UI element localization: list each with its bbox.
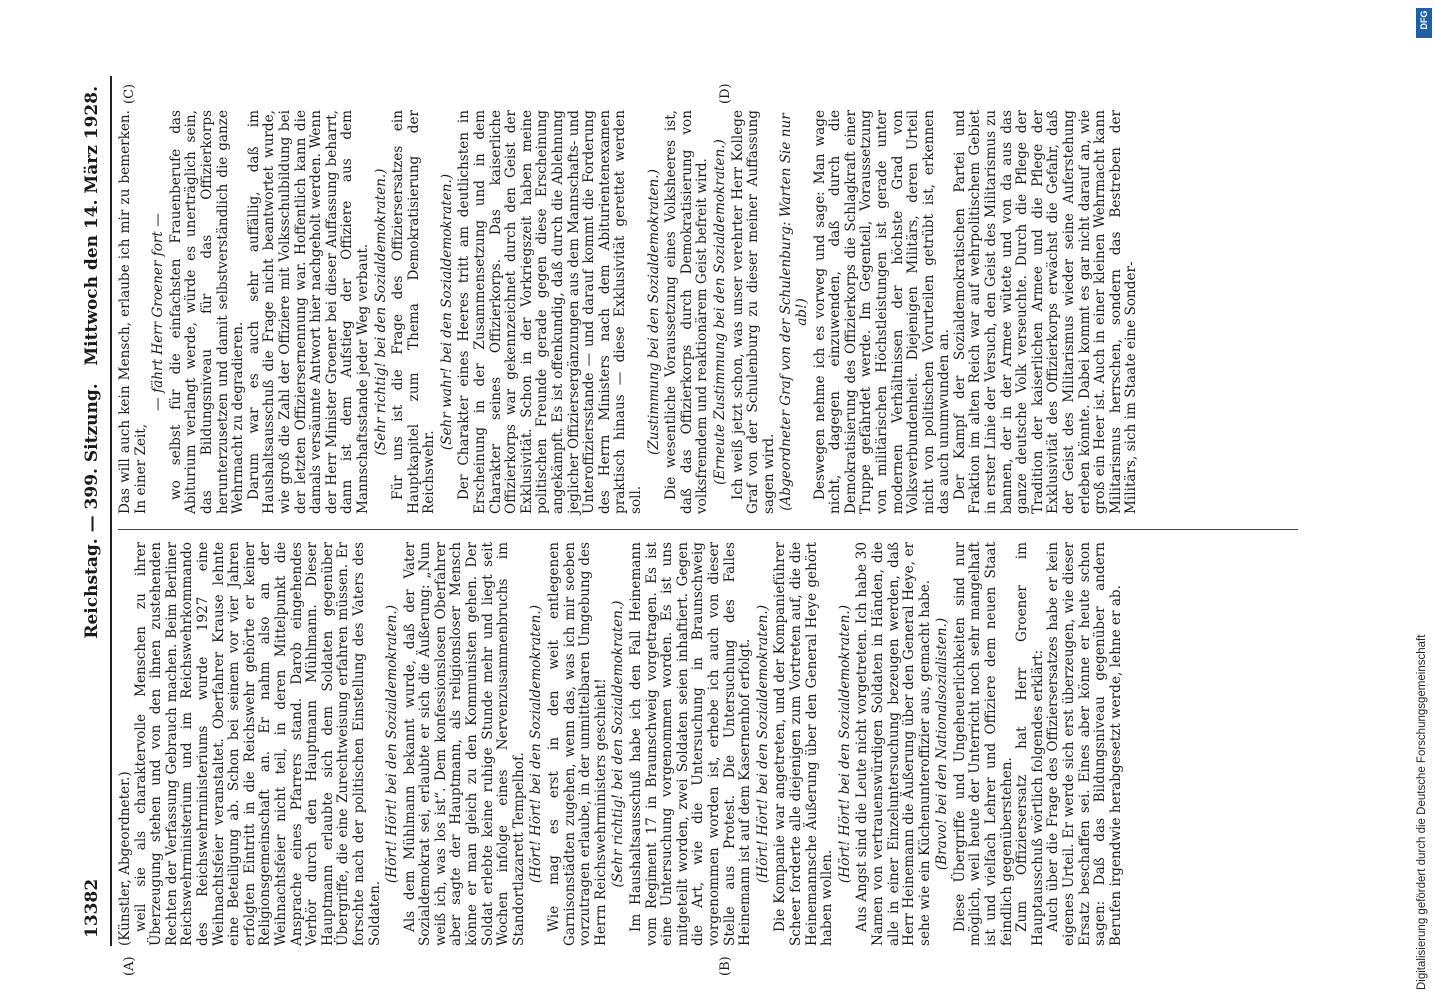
paragraph: Als dem Mühlmann bekannt wurde, daß der Vater Sozialdemokrat sei, erlaubte er sich die Äußerung: „Nun weiß ich, was los ist“. Dem konfessionslosen Oberfahrer aber sagte der Hauptmann, als religionsloser Mensch könne er man gleich zu den Kommunisten gehen. Der Soldat erlebte keine ruhige Stunde mehr und liegt seit Wochen infolge eines Nervenzusammenbruchs im Standortlazarett Tempelhof.: [401, 542, 527, 946]
paragraph: (Künstler, Abgeordneter.): [117, 771, 133, 946]
margin-mark-b: (B): [718, 956, 733, 976]
margin-mark-a: (A): [122, 956, 137, 976]
paragraph: weil sie als charaktervolle Menschen zu ihrer Überzeugung stehen und von den ihnen zustehenden Rechten der Verfassung Gebrauch machen. Beim Berliner Reichswehrministerium und im Reichswehrkommando des Reichswehrministeriums wurde 1927 eine Weihnachtsfeier veranstaltet. Oberfahrer Krause lehnte eine Beteiligung ab. Schon bei seinem vor vier Jahren erfolgten Eintritt in die Reichswehr gehörte er keiner Religionsgemeinschaft an. Er nahm also an der Weihnachtsfeier nicht teil, in deren Mittelpunkt die Ansprache eines Pfarrers stand. Darob eingehendes Verhör durch den Hauptmann Mühlmann. Dieser Hauptmann erlaubte sich dem Soldaten gegenüber Übergriffe, die eine Zurechtweisung erfahren müssen. Er forschte nach der politischen Einstellung des Vaters des Soldaten.: [132, 542, 383, 946]
paragraph: Der Kampf der Sozialdemokratischen Partei und Fraktion im alten Reich war auf wehrpolitischem Gebiet in erster Linie der Versuch, den Geist des Militarismus zu bannen, der in der Armee wütete und von da aus das ganze deutsche Volk verseuchte. Durch die Pflege der Tradition der kaiserlichen Armee und die Pflege der Exklusivität des Offizierkorps erwächst die Gefahr, daß der Geist des Militarismus wieder seine Auferstehung erleben könnte. Dabei kommt es gar nicht darauf an, wie groß ein Heer ist. Auch in einer kleinen Wehrmacht kann Militarismus herrschen, sondern das Bestreben der Militärs, sich im Staate eine Sonder-: [951, 110, 1140, 514]
paragraph: Der Charakter eines Heeres tritt am deutlichsten in Erscheinung in der Zusammensetzung und in dem Charakter seines Offizierkorps. Das kaiserliche Offizierkorps war gekennzeichnet durch den Geist der Exklusivität. Schon in der Vorkriegszeit haben meine politischen Freunde gerade gegen diese Erscheinung angekämpft. Es ist offenkundig, daß durch die Ablehnung jeglicher Offiziersergänzungen aus dem Mannschafts- und Unteroffiziersstande — und darauf kommt die Forderung des Herrn Ministers nach dem Abiturientenexamen praktisch hinaus — diese Exklusivität gerettet werden soll.: [456, 110, 644, 514]
paragraph: Auch über die Frage des Offiziersersatzes habe er kein eigenes Urteil. Er werde sich erst überzeugen, wie dieser Ersatz beschaffen sei. Eines aber könne er heute schon sagen: Daß das Bildungsniveau gegenüber andern Berufen irgendwie herabgesetzt werde, lehne er ab.: [1045, 542, 1124, 946]
left-column: [118, 542, 1124, 946]
interjection: (Zustimmung bei den Sozialdemokraten.): [645, 169, 662, 455]
interjection: (Sehr wahr! bei den Sozialdemokraten.): [438, 173, 455, 451]
interjection: (Sehr richtig! bei den Sozialdemokraten.): [610, 600, 627, 888]
interjection: (Erneute Zustimmung bei den Sozialdemokraten.): [711, 139, 728, 485]
running-header: [78, 76, 106, 946]
right-column: [118, 110, 1140, 514]
interjection: (Hört! Hört! bei den Sozialdemokraten.): [384, 604, 401, 884]
paragraph: Zum Offiziersersatz hat Herr Groener im Hauptausschuß wörtlich folgendes erklärt:: [1014, 542, 1046, 946]
interjection: (Bravo! bei den Nationalsozialisten.): [934, 617, 951, 871]
session-date: Mittwoch den 14. März 1928.: [82, 86, 102, 366]
paragraph: Die wesentliche Voraussetzung eines Volksheeres ist, daß das Offizierkorps durch Demokratisierung von volksfremdem und reaktionärem Geist befreit wird.: [663, 110, 711, 514]
header-rule: [110, 76, 112, 946]
interjection: (Abgeordneter Graf von der Schulenburg: Warten Sie nur ab!): [778, 113, 810, 511]
margin-mark-c: (C): [122, 83, 137, 104]
interjection: (Hört! Hört! bei den Sozialdemokraten.): [528, 604, 545, 884]
paragraph: wo selbst für die einfachsten Frauenberufe das Abiturium verlangt werde, würde es unerträglich sein, das Bildungsniveau für das Offizierkorps herunterzusetzen und damit selbstverständlich die ganze Wehrmacht zu degradieren.: [167, 110, 247, 514]
interjection: (Sehr richtig! bei den Sozialdemokraten.): [372, 168, 389, 456]
page-number: 13382: [82, 878, 102, 938]
paragraph: Wie mag es erst in den weit entlegenen Garnisonstädten zugehen, wenn das, was ich mir soeben vorzutragen erlaube, in der unmittelbaren Umgebung des Herrn Reichswehrministers geschieht!: [546, 542, 609, 946]
paragraph: Deswegen nehme ich es vorweg und sage: Man wage nicht, dagegen einzuwenden, daß durch die Demokratisierung des Offizierkorps die Schlagkraft einer Truppe gefährdet werde. Im Gegenteil, Voraussetzung von militärischen Höchstleistungen ist gerade unter modernen Verhältnissen der höchste Grad von Volksverbundenheit. Diejenigen Militärs, deren Urteil nicht von politischen Vorurteilen getrübt ist, erkennen das auch unumwunden an.: [811, 110, 953, 514]
paragraph: Darum war es auch sehr auffällig, daß im Haushaltsausschuß die Frage nicht beantwortet wurde, wie groß die Zahl der Offiziere mit Volksschulbildung bei der letzten Offiziersernennung war. Hoffentlich kann die damals versäumte Antwort hier nachgeholt werden. Wenn der Herr Minister Groener bei dieser Auffassung beharrt, dann ist dem Aufstieg der Offiziere aus dem Mannschaftsstande jeder Weg verbaut.: [245, 110, 371, 514]
interjection: (Hört! Hört! bei den Sozialdemokraten.): [836, 604, 853, 884]
credit-text: Digitalisierung gefördert durch die Deutsche Forschungsgemeinschaft: [1416, 634, 1428, 990]
interjection: (Hört! Hört! bei den Sozialdemokraten.): [754, 604, 771, 884]
paragraph: Das will auch kein Mensch, erlaube ich mir zu bemerken. In einer Zeit,: [117, 110, 149, 514]
paragraph: Diese Übergriffe und Ungeheuerlichkeiten sind nur möglich, weil heute der Unterricht noch sehr mangelhaft ist und vielfach Lehrer und Offiziere dem neuen Staat feindlich gegenüberstehen.: [951, 542, 1015, 946]
interjection: — fährt Herr Groener fort —: [150, 213, 167, 411]
dfg-logo: [1416, 8, 1432, 38]
paragraph: Für uns ist die Frage des Offiziersersatzes ein Hauptkapitel zum Thema Demokratisierung der Reichswehr.: [390, 110, 438, 514]
margin-mark-d: (D): [718, 83, 733, 104]
paragraph: Aus Angst sind die Leute nicht vorgetreten. Ich habe 30 Namen von vertrauenswürdigen Soldaten in Händen, die alle in einer Einzeluntersuchung bezeugen werden, daß Herr Heinemann die Äußerung über den General Heye, er sehe wie ein Küchenunteroffizier aus, gemacht habe.: [854, 542, 933, 946]
document-page: [78, 76, 1308, 976]
paragraph: Im Haushaltsausschuß habe ich den Fall Heinemann vom Regiment 17 in Braunschweig vorgetragen. Es ist eine Untersuchung vorgenommen worden. Es ist uns mitgeteilt worden, zwei Soldaten seien inhaftiert. Gegen die Art, wie die Untersuchung in Braunschweig vorgenommen worden ist, erhebe ich auch von dieser Stelle aus Protest. Die Untersuchung des Falles Heinemann ist auf dem Kasernenhof erfolgt.: [628, 542, 754, 946]
paragraph: Die Kompanie war angetreten, und der Kompanieführer Scheer forderte alle diejenigen zum Vortreten auf, die die Heinemannsche Äußerung über den General Heye gehört haben wollen.: [772, 542, 836, 946]
session-title: Reichstag. — 399. Sitzung.: [82, 383, 102, 639]
digitization-credit: [1411, 10, 1433, 990]
column-divider: [118, 529, 1298, 530]
paragraph: Ich weiß jetzt schon, was unser verehrter Herr Kollege Graf von der Schulenburg zu dieser meiner Auffassung sagen wird.: [729, 110, 777, 514]
dfg-logo-text: DFG: [1419, 10, 1429, 30]
